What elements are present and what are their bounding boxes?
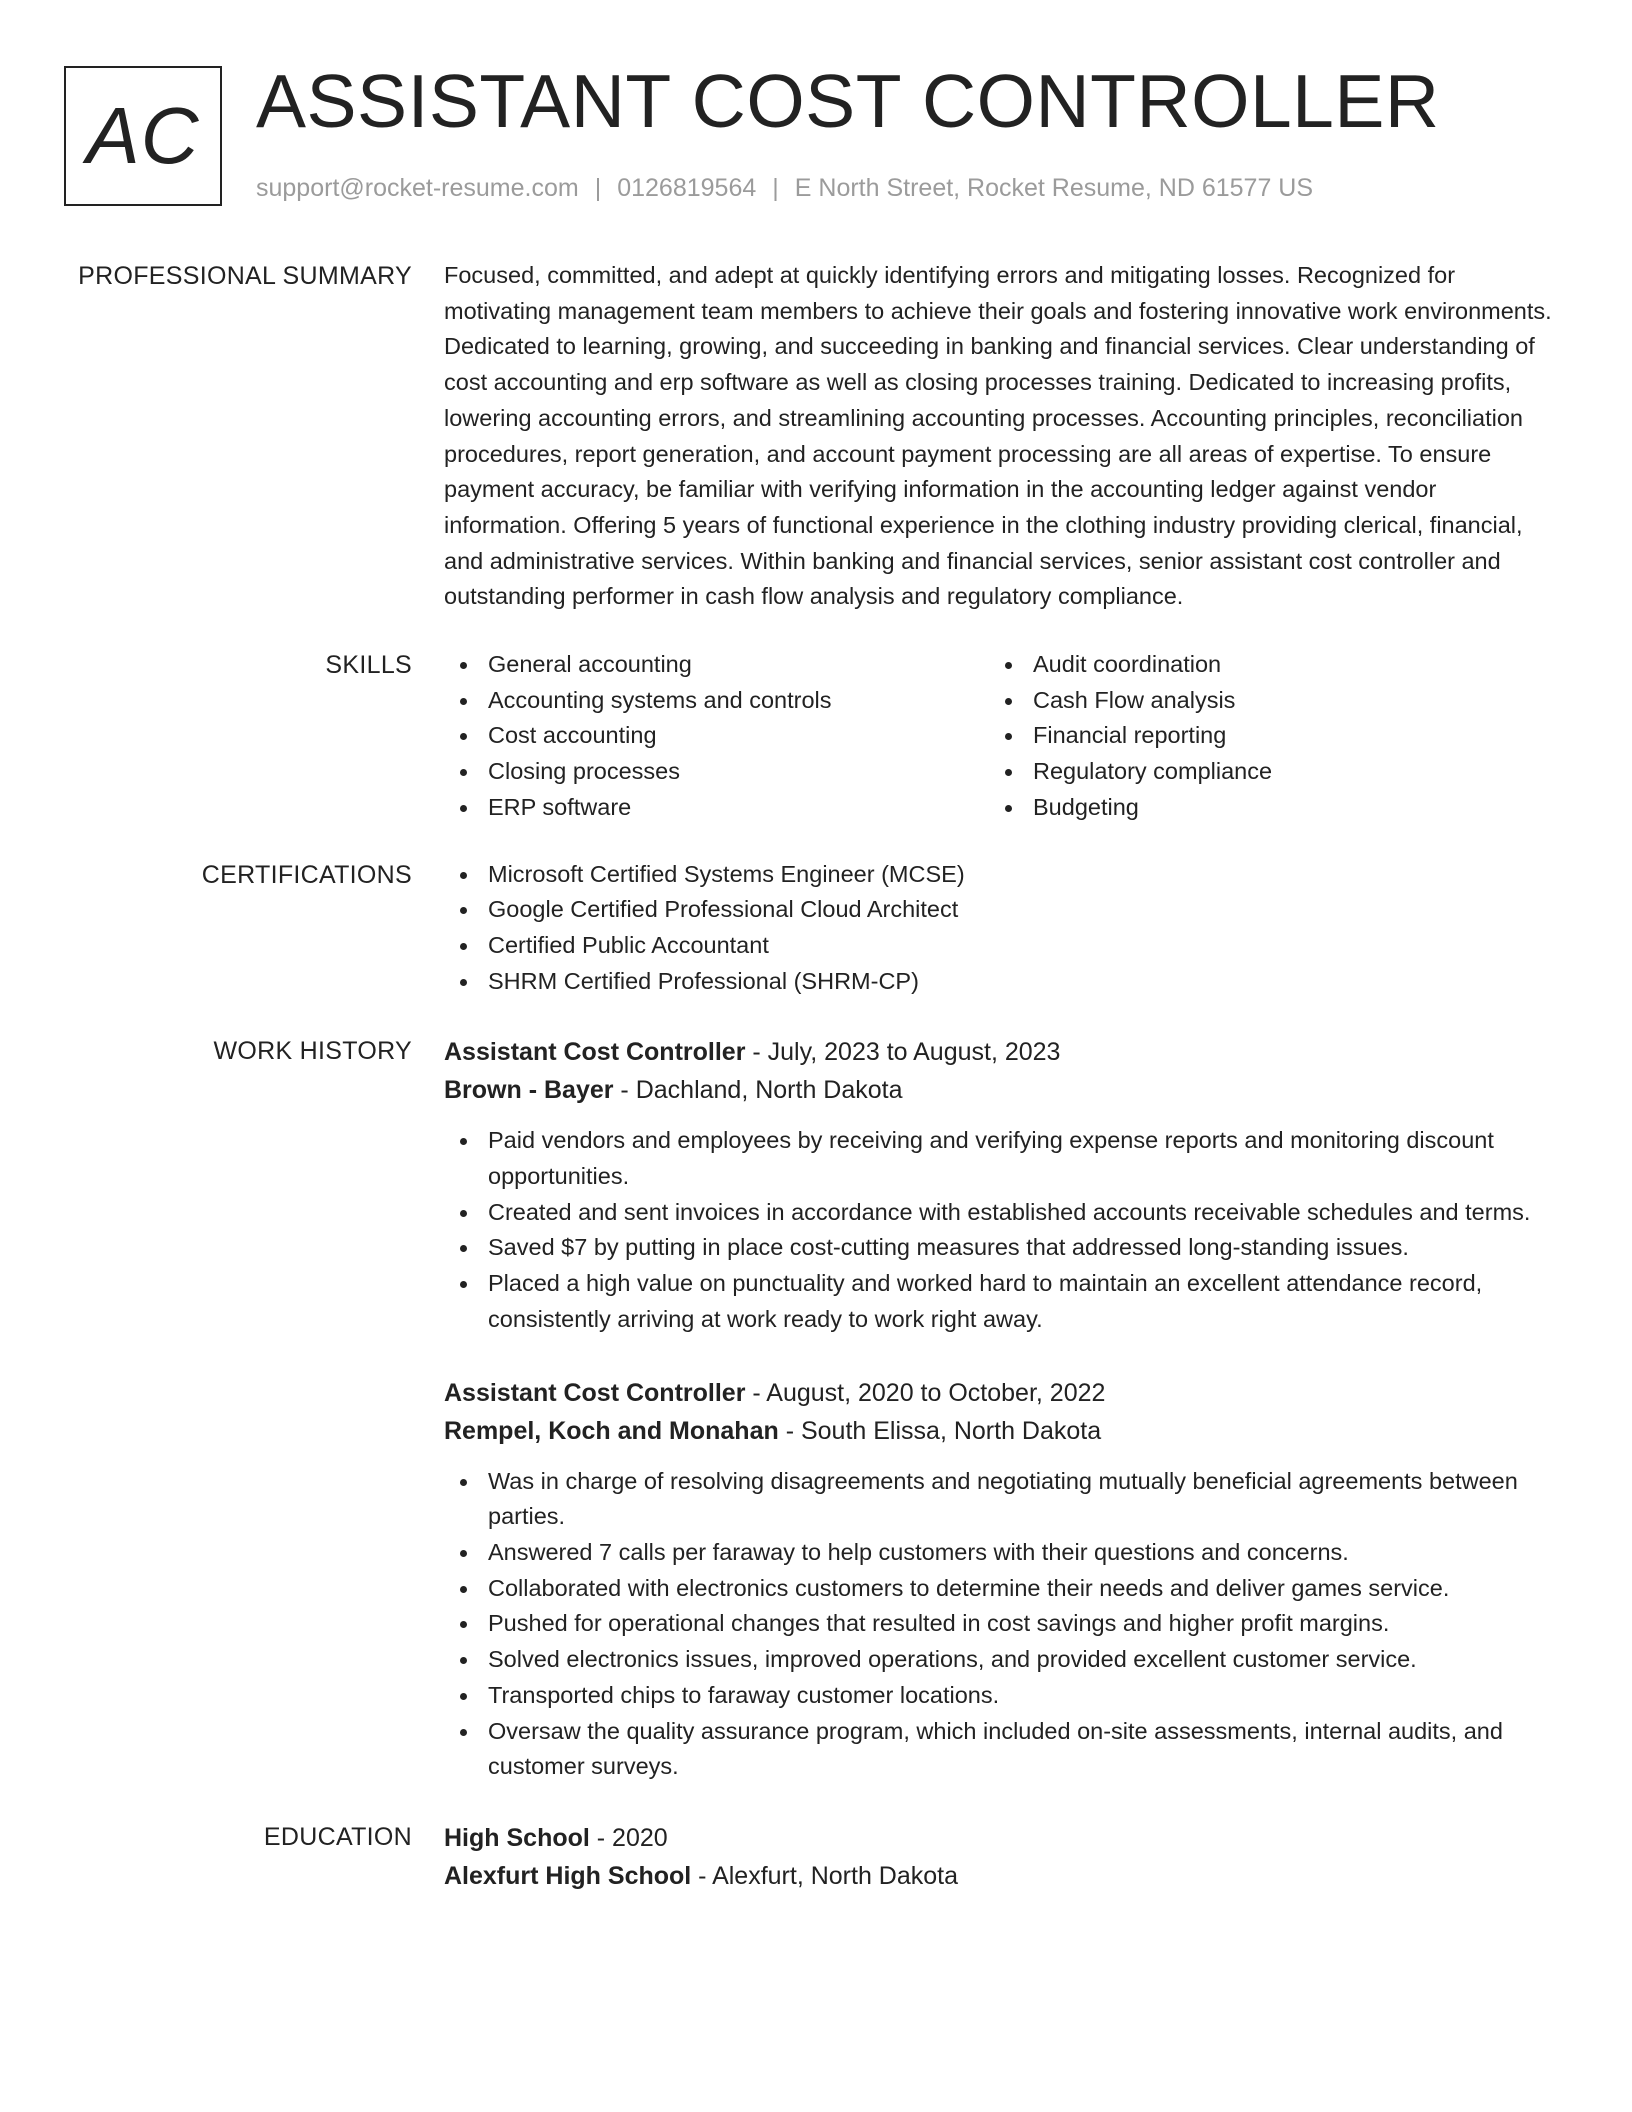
certification-item: Microsoft Certified Systems Engineer (MCSE) <box>444 857 1554 893</box>
certification-item: Certified Public Accountant <box>444 928 1554 964</box>
job-company: Rempel, Koch and Monahan <box>444 1416 779 1445</box>
job-duty-item: Oversaw the quality assurance program, which included on-site assessments, internal audits, and customer surveys. <box>444 1714 1554 1785</box>
monogram-initials: AC <box>86 91 200 180</box>
job-duty-item: Paid vendors and employees by receiving and verifying expense reports and monitoring discount opportunities. <box>444 1123 1554 1194</box>
contact-email: support@rocket-resume.com <box>256 174 579 202</box>
skill-item: ERP software <box>444 790 989 826</box>
resume-title: ASSISTANT COST CONTROLLER <box>256 59 1440 143</box>
education-section <box>0 1819 1632 1895</box>
job-location: - South Elissa, North Dakota <box>778 1416 1102 1445</box>
skill-item: Financial reporting <box>989 718 1534 754</box>
job-title: Assistant Cost Controller <box>444 1378 746 1407</box>
skill-item: Cash Flow analysis <box>989 683 1534 719</box>
education-degree: High School <box>444 1823 590 1852</box>
certifications-section <box>0 857 1632 1000</box>
contact-phone: 0126819564 <box>617 174 757 202</box>
summary-text: Focused, committed, and adept at quickly identifying errors and mitigating losses. Recognized for motivating management team members to achieve their goals and fostering innovative work environments. Dedicated to learning, growing, and succeeding in banking and financial services. Clear understanding of cost accounting and erp software as well as closing processes training. Dedicated to increasing profits, lowering accounting errors, and streamlining accounting processes. Accounting principles, reconciliation procedures, report generation, and account payment processing are all areas of expertise. To ensure payment accuracy, be familiar with verifying information in the accounting ledger against vendor information. Offering 5 years of functional experience in the clothing industry providing clerical, financial, and administrative services. Within banking and financial services, senior assistant cost controller and outstanding performer in cash flow analysis and regulatory compliance. <box>444 262 1552 610</box>
certifications-body <box>444 857 1554 1000</box>
job-duty-item: Pushed for operational changes that resulted in cost savings and higher profit margins. <box>444 1606 1554 1642</box>
contact-separator: | <box>772 174 779 202</box>
education-school-line <box>444 1857 1554 1895</box>
skills-heading: SKILLS <box>325 651 412 680</box>
skills-right-list <box>989 647 1534 826</box>
job-duty-item: Created and sent invoices in accordance with established accounts receivable schedules and terms. <box>444 1195 1554 1231</box>
job-title-line <box>444 1033 1554 1071</box>
skill-item: Cost accounting <box>444 718 989 754</box>
job-company: Brown - Bayer <box>444 1076 614 1105</box>
certifications-list <box>444 857 1554 1000</box>
summary-section <box>0 258 1632 615</box>
education-degree-line <box>444 1819 1554 1857</box>
job-title: Assistant Cost Controller <box>444 1038 746 1067</box>
job-entry <box>444 1033 1554 1337</box>
summary-body <box>444 258 1554 615</box>
job-duty-item: Saved $7 by putting in place cost-cutting measures that addressed long-standing issues. <box>444 1230 1554 1266</box>
job-duty-item: Solved electronics issues, improved operations, and provided excellent customer service. <box>444 1642 1554 1678</box>
job-duty-item: Was in charge of resolving disagreements and negotiating mutually beneficial agreements between parties. <box>444 1464 1554 1535</box>
contact-line <box>256 174 1313 203</box>
skill-item: Regulatory compliance <box>989 754 1534 790</box>
job-company-line <box>444 1071 1554 1109</box>
job-entry <box>444 1374 1554 1785</box>
certification-item: SHRM Certified Professional (SHRM-CP) <box>444 964 1554 1000</box>
job-location: - Dachland, North Dakota <box>613 1076 903 1105</box>
job-title-line <box>444 1374 1554 1412</box>
education-year: - 2020 <box>589 1823 668 1852</box>
skill-item: Budgeting <box>989 790 1534 826</box>
job-duty-item: Placed a high value on punctuality and worked hard to maintain an excellent attendance record, consistently arriving at work ready to work right away. <box>444 1266 1554 1337</box>
certification-item: Google Certified Professional Cloud Architect <box>444 892 1554 928</box>
skills-left-list <box>444 647 989 826</box>
skill-item: Audit coordination <box>989 647 1534 683</box>
skill-item: Closing processes <box>444 754 989 790</box>
education-body <box>444 1819 1554 1895</box>
work-history-section <box>0 1033 1632 1785</box>
certifications-heading: CERTIFICATIONS <box>201 860 412 889</box>
skills-body <box>444 647 1554 826</box>
job-dates: - July, 2023 to August, 2023 <box>745 1038 1061 1067</box>
summary-heading: PROFESSIONAL SUMMARY <box>78 262 412 290</box>
job-dates: - August, 2020 to October, 2022 <box>745 1378 1106 1407</box>
resume-content <box>0 258 1632 1895</box>
education-location: - Alexfurt, North Dakota <box>691 1861 959 1890</box>
skill-item: General accounting <box>444 647 989 683</box>
education-school: Alexfurt High School <box>444 1861 692 1890</box>
job-duties-list <box>444 1123 1554 1337</box>
contact-separator: | <box>594 174 602 202</box>
job-duties-list <box>444 1464 1554 1785</box>
skills-grid <box>444 647 1554 826</box>
skill-item: Accounting systems and controls <box>444 683 989 719</box>
job-duty-item: Collaborated with electronics customers to determine their needs and deliver games service. <box>444 1571 1554 1607</box>
job-duty-item: Answered 7 calls per faraway to help customers with their questions and concerns. <box>444 1535 1554 1571</box>
job-duty-item: Transported chips to faraway customer locations. <box>444 1678 1554 1714</box>
work-history-body <box>444 1033 1554 1785</box>
job-company-line <box>444 1412 1554 1450</box>
education-heading: EDUCATION <box>263 1822 412 1851</box>
work-history-heading: WORK HISTORY <box>213 1037 412 1066</box>
skills-section <box>0 647 1632 826</box>
contact-address: E North Street, Rocket Resume, ND 61577 US <box>794 174 1314 202</box>
monogram-box <box>64 66 222 206</box>
